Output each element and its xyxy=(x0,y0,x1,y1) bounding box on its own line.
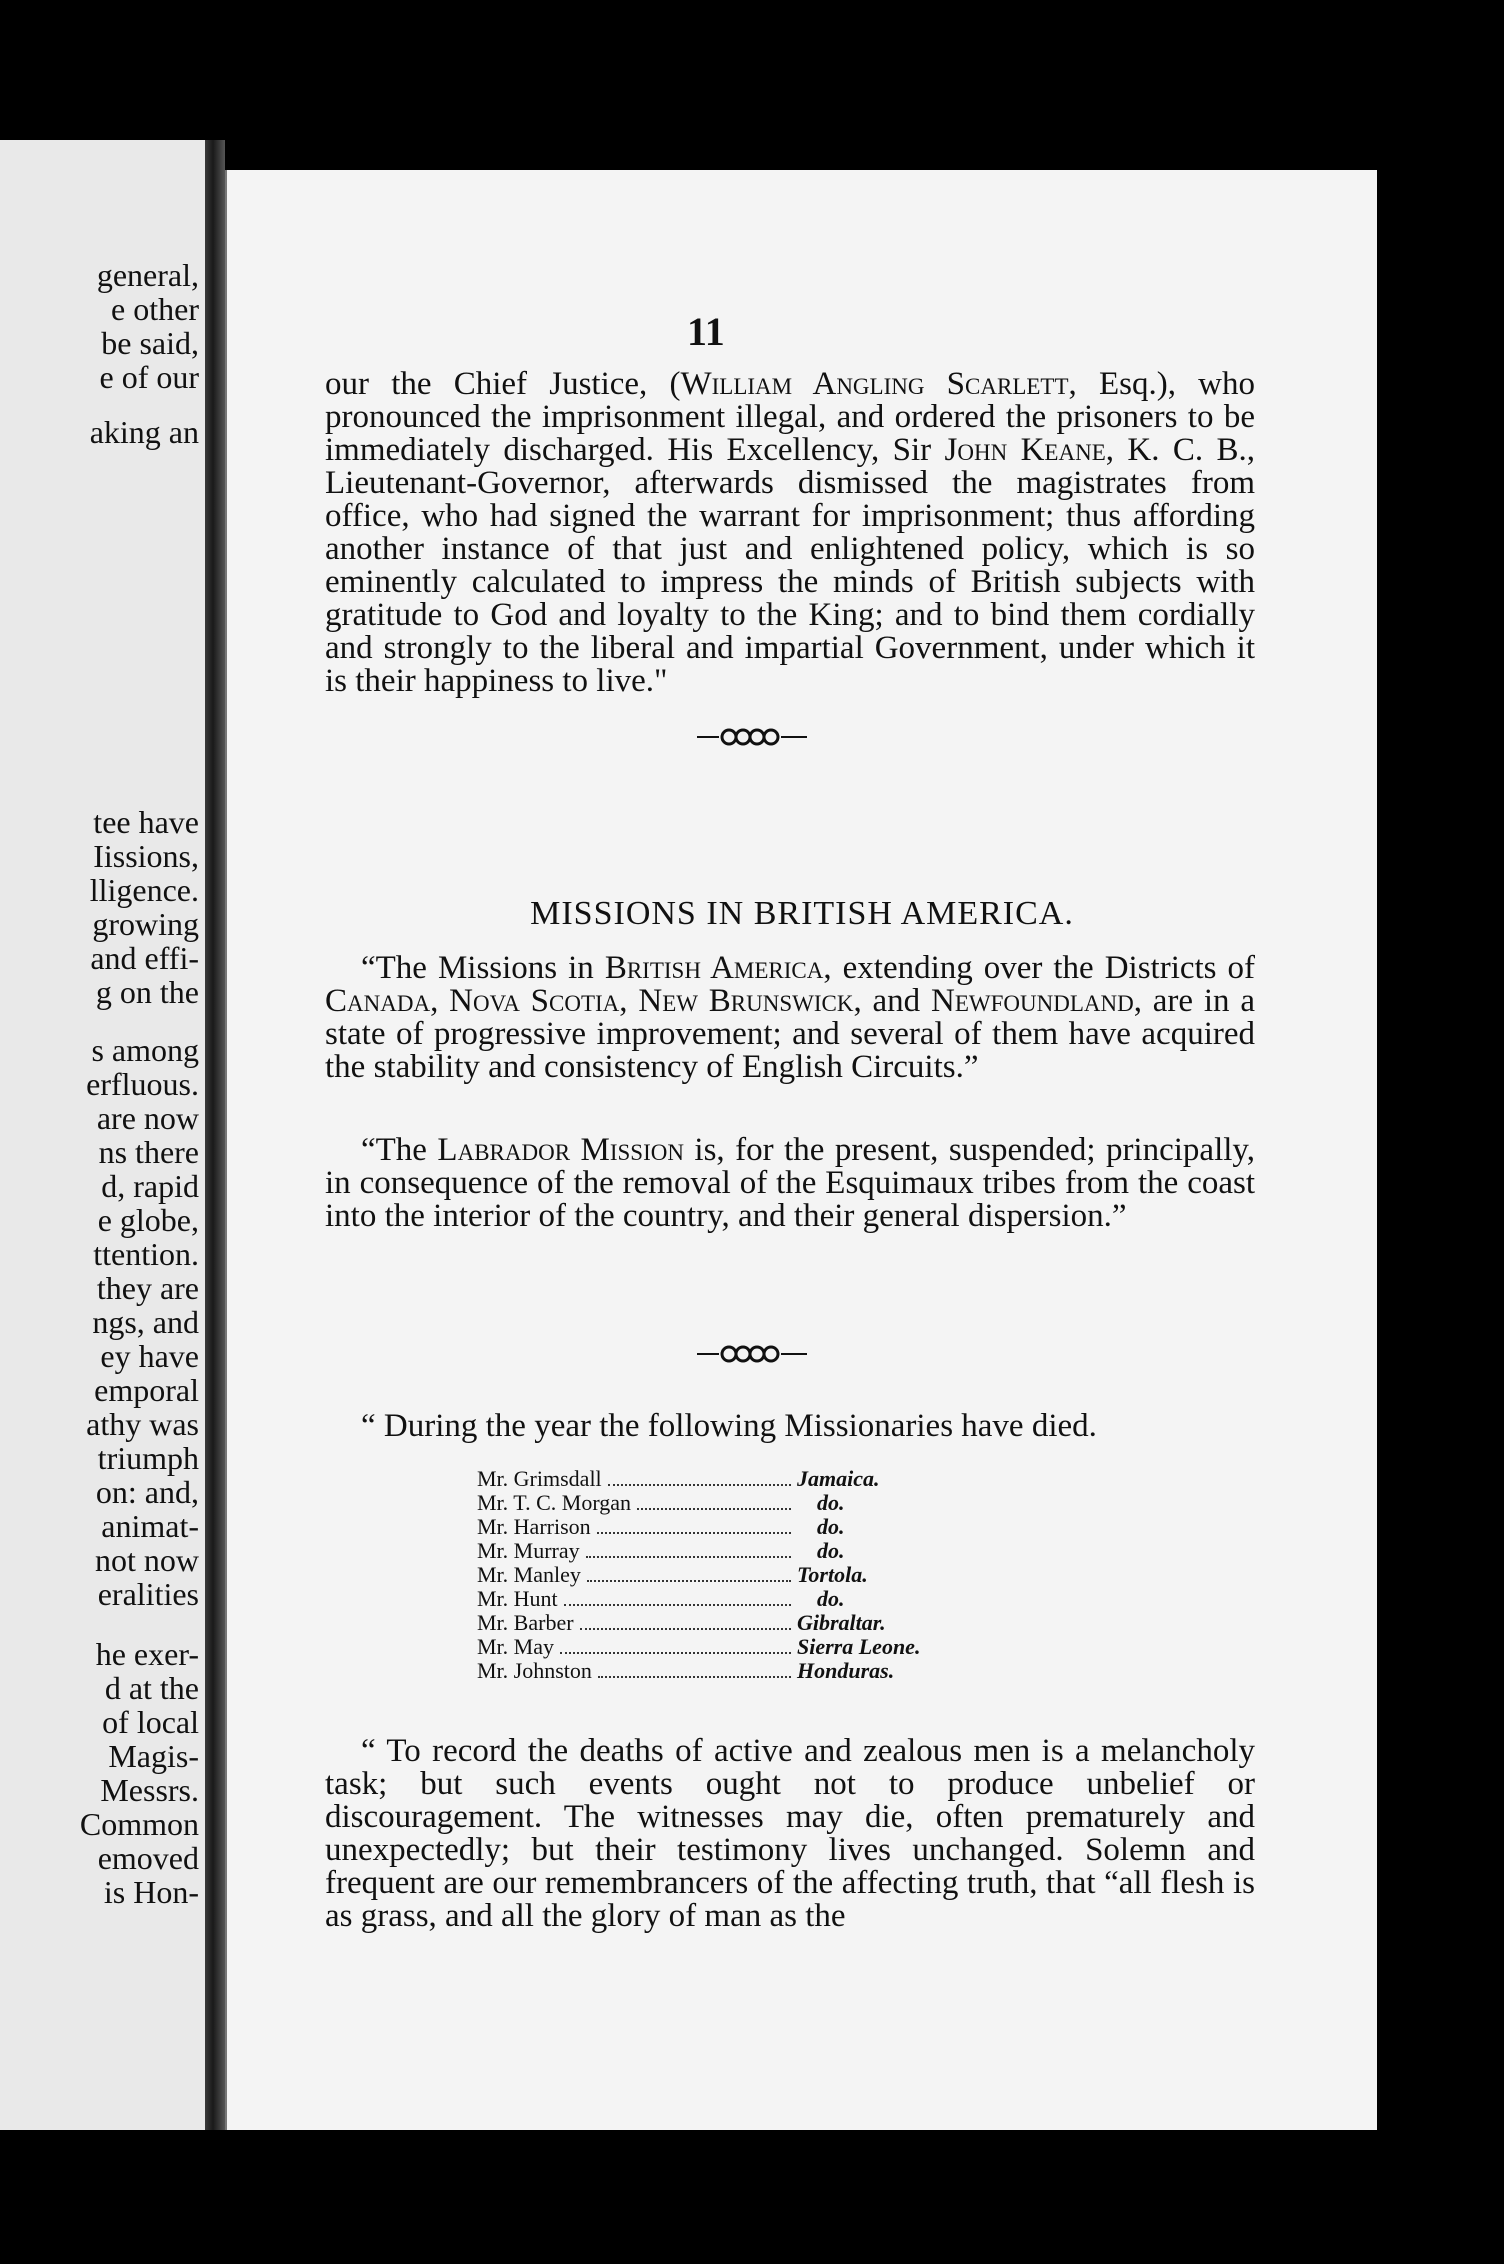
left-page-line: athy was xyxy=(86,1406,199,1442)
missionary-name: Mr. Manley xyxy=(477,1562,581,1587)
book-page xyxy=(225,170,1377,2130)
section-ornament xyxy=(697,725,807,749)
missionary-name: Mr. May xyxy=(477,1634,554,1659)
left-page-line: they are xyxy=(96,1270,199,1306)
missionary-place: do. xyxy=(817,1490,845,1515)
left-page-line: and effi- xyxy=(90,940,199,976)
left-page-line: ttention. xyxy=(93,1236,199,1272)
missionary-place: Sierra Leone. xyxy=(797,1634,921,1659)
missionary-name: Mr. Hunt xyxy=(477,1586,558,1611)
left-page-line: eralities xyxy=(97,1576,199,1612)
left-page-line: e other xyxy=(111,291,199,327)
leader-dots xyxy=(564,1604,791,1606)
left-page-line: of local xyxy=(102,1704,199,1740)
missionary-row xyxy=(477,1659,937,1683)
leader-dots xyxy=(560,1652,791,1654)
left-page-line: general, xyxy=(96,257,199,293)
name-keane: John Keane xyxy=(944,432,1106,468)
paragraph-record-deaths: “ To record the deaths of active and zealous men is a melancholy task; but such events ought not to produce unbelief or discouragement. The witnesses may die, often prematurely and unexpectedly; but their testimony lives unchanged. Solemn and frequent are our remembrancers of the affecting truth, that “all flesh is as grass, and all the glory of man as the xyxy=(325,1733,1255,1934)
missionary-row xyxy=(477,1467,937,1491)
paragraph-chief-justice: our the Chief Justice, (William Angling Scarlett, Esq.), who pronounced the imprisonment illegal, and ordered the prisoners to be immediately discharged. His Excellency, Sir John Keane, K. C. B., Lieutenant-Governor, afterwards dismissed the magistrates from office, who had signed the warrant for imprisonment; thus affording another instance of that just and enlightened policy, which is so eminently calculated to impress the minds of British subjects with gratitude to God and loyalty to the King; and to bind them cordially and strongly to the liberal and impartial Government, under which it is their happiness to live." xyxy=(325,366,1256,699)
left-page-line: g on the xyxy=(95,974,199,1010)
name-scarlett: William Angling Scarlett xyxy=(680,366,1069,402)
paragraph-british-america: “The Missions in British America, extending over the Districts of Canada, Nova Scotia, New Brunswick, and Newfoundland, are in a state of progressive improvement; and several of them have acquired the stability and consistency of English Circuits.” xyxy=(325,950,1256,1085)
left-page-line: on: and, xyxy=(95,1474,199,1510)
section-ornament-2 xyxy=(697,1342,807,1366)
missionary-place: do. xyxy=(817,1514,845,1539)
missionary-place: Honduras. xyxy=(797,1658,895,1683)
left-page-line: he exer- xyxy=(95,1636,199,1672)
section-heading: MISSIONS IN BRITISH AMERICA. xyxy=(530,895,1074,932)
missionary-place: Jamaica. xyxy=(797,1466,880,1491)
leader-dots xyxy=(586,1556,791,1558)
left-page-line: be said, xyxy=(101,325,199,361)
left-page-line: ngs, and xyxy=(92,1304,199,1340)
leader-dots xyxy=(580,1628,791,1630)
missionary-row xyxy=(477,1563,937,1587)
missionary-name: Mr. Johnston xyxy=(477,1658,592,1683)
book-gutter xyxy=(205,140,225,2130)
missionary-place: Gibraltar. xyxy=(797,1610,886,1635)
missionary-list xyxy=(477,1467,937,1683)
left-page-line: emporal xyxy=(94,1372,199,1408)
left-page-line: e of our xyxy=(99,359,199,395)
left-page-line: animat- xyxy=(101,1508,199,1544)
left-page-line: d at the xyxy=(104,1670,199,1706)
previous-page-fragment xyxy=(0,140,205,2130)
leader-dots xyxy=(598,1676,791,1678)
leader-dots xyxy=(587,1580,791,1582)
missionary-row xyxy=(477,1515,937,1539)
left-page-line: e globe, xyxy=(97,1202,199,1238)
leader-dots xyxy=(637,1508,791,1510)
left-page-line: triumph xyxy=(97,1440,199,1476)
leader-dots xyxy=(597,1532,791,1534)
missionary-place: do. xyxy=(817,1538,845,1563)
left-page-line: s among xyxy=(91,1032,199,1068)
left-page-line: Common xyxy=(79,1806,199,1842)
leader-dots xyxy=(608,1484,791,1486)
left-page-line: growing xyxy=(92,906,199,942)
page-number: 11 xyxy=(687,309,725,354)
left-page-line: d, rapid xyxy=(101,1168,199,1204)
left-page-line: is Hon- xyxy=(103,1874,199,1910)
missionary-row xyxy=(477,1587,937,1611)
left-page-line: lligence. xyxy=(89,872,199,908)
missionary-row xyxy=(477,1611,937,1635)
left-page-line: not now xyxy=(95,1542,199,1578)
missionary-row xyxy=(477,1539,937,1563)
paragraph-missionaries-died: “ During the year the following Missionaries have died. xyxy=(361,1408,1097,1444)
left-page-line: ns there xyxy=(98,1134,199,1170)
missionary-name: Mr. T. C. Morgan xyxy=(477,1490,632,1515)
missionary-place: Tortola. xyxy=(797,1562,868,1587)
left-page-line: Magis- xyxy=(108,1738,199,1774)
left-page-line: Messrs. xyxy=(100,1772,199,1808)
left-page-line: are now xyxy=(96,1100,199,1136)
missionary-place: do. xyxy=(817,1586,845,1611)
missionary-row xyxy=(477,1491,937,1515)
missionary-row xyxy=(477,1635,937,1659)
missionary-name: Mr. Grimsdall xyxy=(477,1466,602,1491)
left-page-line: ey have xyxy=(100,1338,199,1374)
missionary-name: Mr. Harrison xyxy=(477,1514,591,1539)
left-page-line: Iissions, xyxy=(93,838,199,874)
missionary-name: Mr. Murray xyxy=(477,1538,580,1563)
missionary-name: Mr. Barber xyxy=(477,1610,574,1635)
left-page-line: aking an xyxy=(89,414,199,450)
left-page-line: erfluous. xyxy=(86,1066,199,1102)
left-page-line: tee have xyxy=(93,804,199,840)
paragraph-labrador: “The Labrador Mission is, for the present, suspended; principally, in consequence of the removal of the Esquimaux tribes from the coast into the interior of the country, and their general dispersion.” xyxy=(325,1132,1256,1234)
left-page-line: emoved xyxy=(97,1840,199,1876)
